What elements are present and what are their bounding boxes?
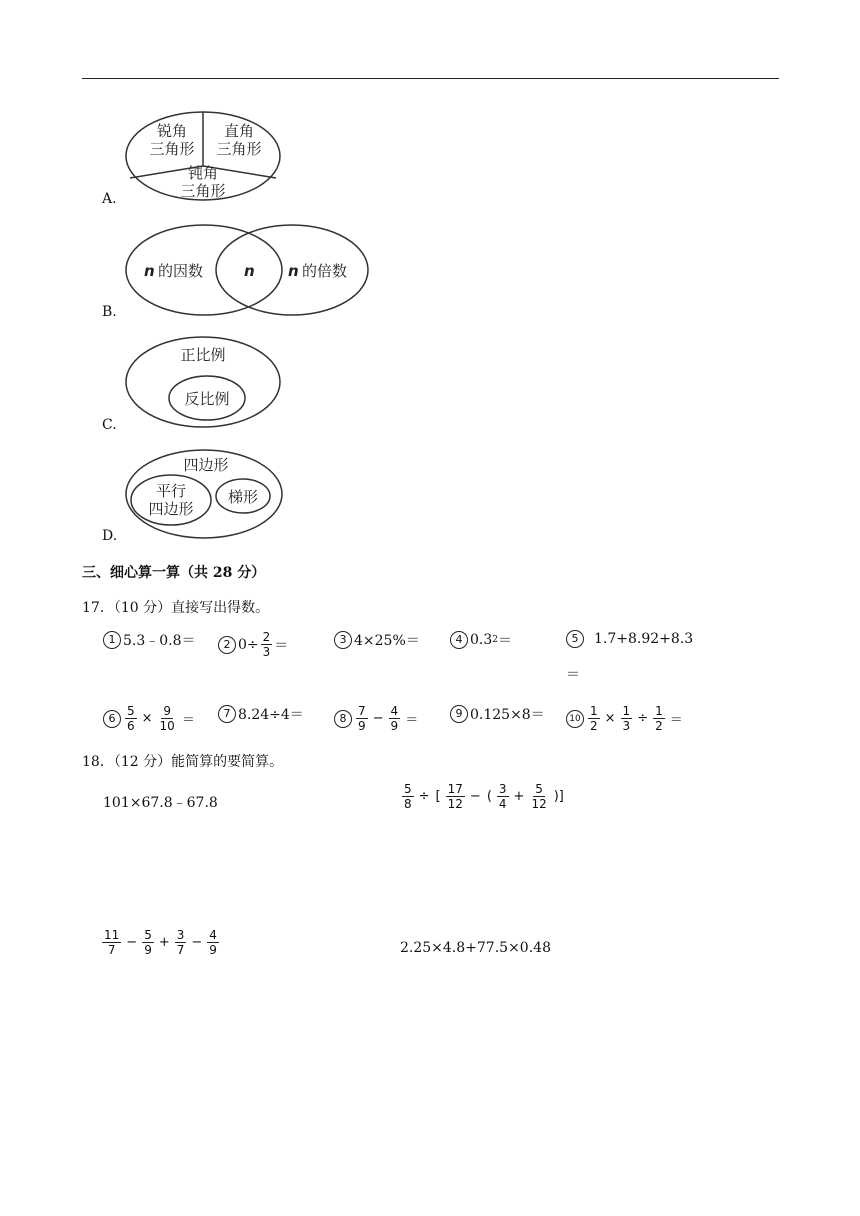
- fraction: $\frac{3}{7}$: [176, 928, 185, 957]
- fraction: $\frac{4}{9}$: [390, 704, 399, 733]
- operator: ÷: [637, 711, 649, 726]
- fraction: $\frac{5}{12}$: [531, 782, 547, 811]
- equals: ＝: [498, 633, 512, 649]
- q18-problem-4: 2.25×4.8+77.5×0.48: [400, 940, 551, 956]
- option-a-letter: A.: [102, 191, 117, 207]
- operator: −: [126, 935, 138, 950]
- calc-item-10: [566, 704, 686, 733]
- region-label: 梯形: [227, 488, 259, 506]
- expression: 8.24÷4＝: [238, 707, 304, 723]
- item-number: 7: [218, 705, 236, 723]
- diagram-triangle-types: [122, 108, 284, 204]
- item-number: 2: [218, 636, 236, 654]
- region-label: n: [288, 262, 299, 280]
- fraction: $\frac{5}{6}$: [127, 704, 135, 733]
- q18-title: 18．（12 分）能简算的要简算。: [82, 754, 284, 770]
- fraction: $\frac{2}{3}$: [262, 630, 271, 659]
- option-c-letter: C.: [102, 417, 117, 433]
- fraction: $\frac{9}{10}$: [159, 704, 175, 733]
- q18-problem-2: [400, 782, 567, 811]
- exponent: 2: [492, 635, 498, 645]
- region-label: 正比例: [180, 346, 226, 364]
- fraction: $\frac{4}{9}$: [209, 928, 217, 957]
- equals: ＝: [669, 713, 683, 728]
- fraction: $\frac{1}{3}$: [622, 704, 631, 733]
- calc-item-5-equals: ＝: [566, 667, 580, 683]
- region-label: 钝角: [187, 164, 219, 182]
- expression: 0÷: [238, 636, 259, 653]
- calc-item-5: [566, 630, 693, 648]
- expression: 5.3﹣0.8＝: [123, 633, 196, 649]
- expression: 0.125×8＝: [470, 707, 545, 723]
- paren: )]: [553, 789, 564, 804]
- region-label: 四边形: [148, 500, 194, 518]
- calc-item-2: [218, 630, 288, 659]
- equals: ＝: [274, 637, 289, 654]
- item-number: 5: [566, 630, 584, 648]
- item-number: 1: [103, 631, 121, 649]
- region-label: 四边形: [183, 456, 229, 474]
- region-label: 平行: [155, 482, 187, 500]
- item-number: 4: [450, 631, 468, 649]
- region-label: 三角形: [180, 182, 226, 200]
- region-label: n: [244, 262, 255, 280]
- calc-item-3: [334, 630, 420, 650]
- operator: ×: [604, 711, 616, 726]
- calc-item-9: [450, 704, 545, 724]
- diagram-quadrilaterals: [122, 448, 287, 544]
- region-label: n: [144, 262, 155, 280]
- item-number: 6: [103, 710, 121, 728]
- item-number: 10: [566, 710, 584, 728]
- fraction: $\frac{1}{2}$: [655, 704, 663, 733]
- fraction: $\frac{3}{4}$: [498, 782, 507, 811]
- calc-item-7: [218, 704, 304, 724]
- calc-item-4: [450, 630, 512, 650]
- item-number: 8: [334, 710, 352, 728]
- header-rule: [82, 78, 779, 79]
- region-label: 的因数: [158, 262, 204, 280]
- calc-item-6: [103, 704, 198, 733]
- calc-item-8: [334, 704, 421, 733]
- option-b-letter: B.: [102, 304, 117, 320]
- calc-item-1: [103, 630, 196, 650]
- expression: 4×25%＝: [354, 633, 420, 649]
- operator: ×: [141, 711, 153, 726]
- q17-title: 17．（10 分）直接写出得数。: [82, 600, 270, 616]
- fraction: $\frac{1}{2}$: [590, 704, 598, 733]
- equals: ＝: [181, 713, 195, 728]
- equals: ＝: [405, 713, 419, 728]
- region-label: 直角: [223, 122, 255, 140]
- diagram-factors-multiples: [122, 220, 372, 318]
- region-label: 的倍数: [302, 262, 348, 280]
- fraction: $\frac{5}{9}$: [144, 928, 152, 957]
- fraction: $\frac{7}{9}$: [358, 704, 366, 733]
- paren: (: [486, 789, 492, 804]
- q18-problem-1: 101×67.8﹣67.8: [103, 795, 218, 811]
- q18-problem-3: [100, 928, 221, 957]
- operator: −: [372, 711, 384, 726]
- expression: 1.7+8.92+8.3: [594, 631, 694, 647]
- region-label: 三角形: [216, 140, 262, 158]
- operator: +: [513, 789, 525, 804]
- option-d-letter: D.: [102, 528, 118, 544]
- expression: 0.3: [470, 632, 493, 648]
- operator: ÷: [418, 789, 430, 804]
- item-number: 9: [450, 705, 468, 723]
- bracket: [: [435, 789, 441, 804]
- fraction: $\frac{5}{8}$: [404, 782, 412, 811]
- operator: −: [191, 935, 203, 950]
- fraction: $\frac{17}{12}$: [447, 782, 463, 811]
- region-label: 三角形: [149, 140, 195, 158]
- operator: −: [469, 789, 481, 804]
- region-label: 锐角: [156, 122, 188, 140]
- item-number: 3: [334, 631, 352, 649]
- fraction: $\frac{11}{7}$: [104, 928, 120, 957]
- section-title: 三、细心算一算（共 28 分）: [82, 565, 266, 581]
- operator: +: [158, 935, 170, 950]
- diagram-proportion: [122, 334, 284, 432]
- region-label: 反比例: [184, 390, 230, 408]
